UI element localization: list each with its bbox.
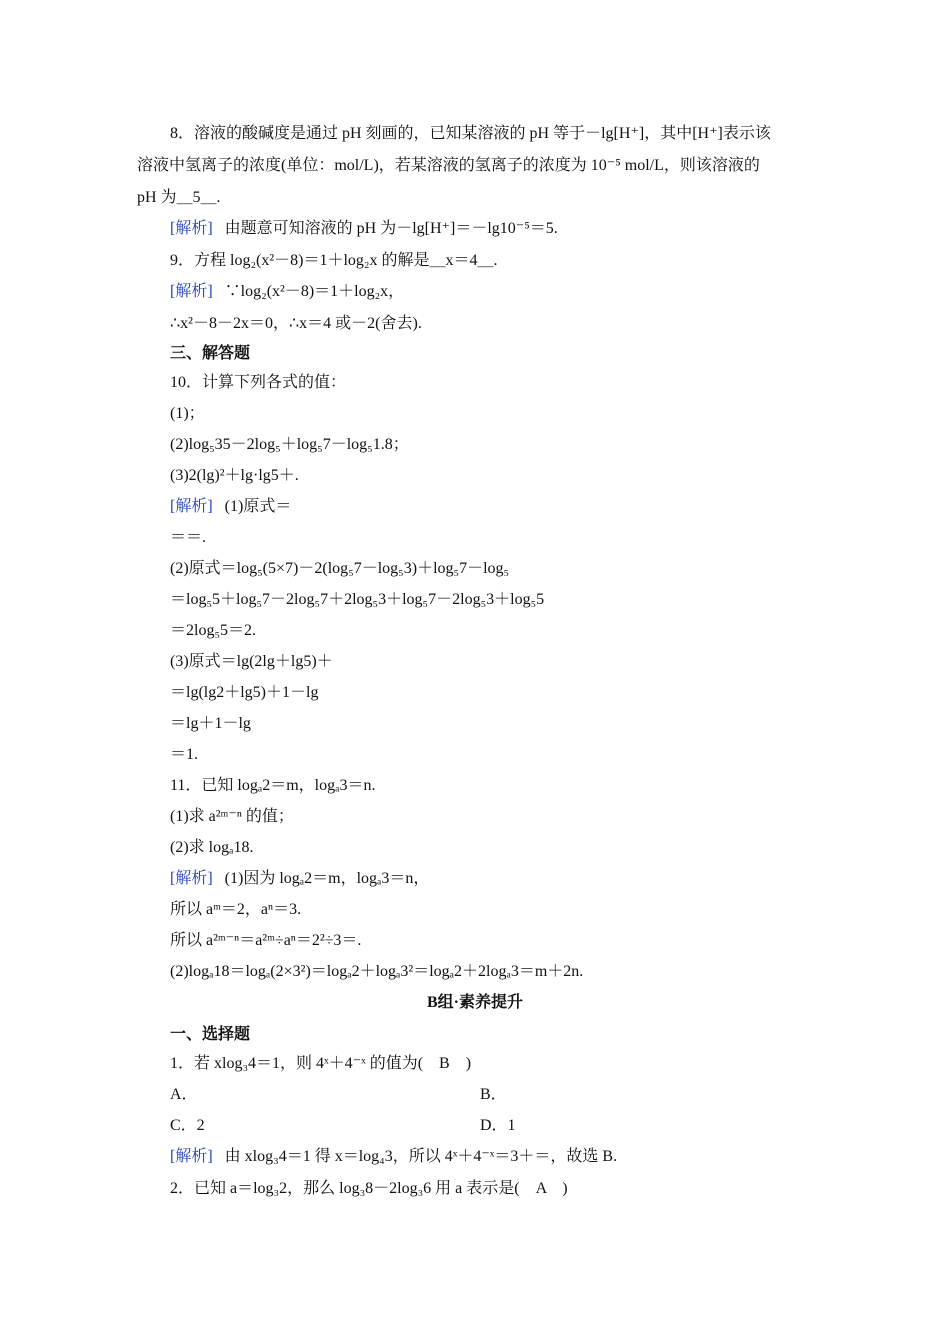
mc1-option-c: C．2 [170,1117,205,1134]
q10-analysis-line: (3)原式＝lg(2lg＋lg5)＋ [170,653,333,670]
q11-analysis-line: (2)logₐ18＝logₐ(2×3²)＝logₐ2＋logₐ3²＝logₐ2＋2logₐ3＝m＋2n. [170,963,584,980]
mc1-option-d: D．1 [480,1117,516,1134]
q10-analysis-line: ＝＝. [170,529,207,546]
q10-line: 10．计算下列各式的值： [170,374,347,391]
analysis-tag: [解析] [170,283,213,300]
q8-line1: 8．溶液的酸碱度是通过 pH 刻画的，已知某溶液的 pH 等于－lg[H⁺]，其中[H⁺]表示该 [170,125,771,142]
q10-analysis-line: ＝log₅5＋log₅7－2log₅7＋2log₅3＋log₅7－2log₅3＋log₅5 [170,591,545,608]
mc1-option-a: A． [170,1086,198,1103]
q8-line3: pH 为＿5＿. [137,189,221,206]
q10-analysis-line: ＝2log₅5＝2. [170,622,257,639]
q10-analysis-line: ＝1. [170,746,199,763]
q11-analysis-line: 所以 a²ᵐ⁻ⁿ＝a²ᵐ÷aⁿ＝2²÷3＝. [170,932,362,949]
q10-analysis-line: ＝lg＋1－lg [170,715,251,732]
q10-analysis [170,497,291,517]
q11-analysis [170,869,429,889]
section-heading: 一、选择题 [170,1026,251,1043]
analysis-tag: [解析] [170,220,213,237]
q10-part3: (3)2(lg)²＋lg·lg5＋. [170,467,299,484]
q11-analysis-line: 所以 aᵐ＝2，aⁿ＝3. [170,901,302,918]
analysis-tag: [解析] [170,870,213,887]
analysis-text: 由题意可知溶液的 pH 为－lg[H⁺]＝－lg10⁻⁵＝5. [224,220,558,237]
group-heading: B组·素养提升 [426,994,523,1011]
analysis-text: ∵log₂(x²－8)＝1＋log₂x， [224,283,405,300]
q10-analysis-line: (2)原式＝log₅(5×7)－2(log₅7－log₅3)＋log₅7－log₅ [170,560,510,577]
q11-part1: (1)求 a²ᵐ⁻ⁿ 的值； [170,808,294,825]
q9-analysis [170,282,404,302]
analysis-text: 由 xlog₃4＝1 得 x＝log₄3，所以 4ˣ＋4⁻ˣ＝3＋＝，故选 B. [224,1148,618,1165]
q11-part2: (2)求 logₐ18. [170,839,254,856]
q10-analysis-line: ＝lg(lg2＋lg5)＋1－lg [170,684,319,701]
q8-line2: 溶液中氢离子的浓度(单位：mol/L)，若某溶液的氢离子的浓度为 10⁻⁵ mol/L，则该溶液的 [137,157,760,174]
analysis-text: (1)原式＝ [224,498,292,515]
q8-analysis [170,219,558,239]
q10-part1: (1)； [170,405,205,422]
q10-part2: (2)log₅35－2log₅＋log₅7－log₅1.8； [170,436,409,453]
q11-line: 11．已知 logₐ2＝m，logₐ3＝n. [170,777,376,794]
q9-analysis-line2: ∴x²－8－2x＝0，∴x＝4 或－2(舍去). [170,315,422,332]
analysis-tag: [解析] [170,498,213,515]
mc1-question: 1．若 xlog₃4＝1，则 4ˣ＋4⁻ˣ 的值为( B ) [170,1055,472,1072]
section-heading: 三、解答题 [170,345,251,362]
mc1-analysis [170,1147,617,1167]
analysis-tag: [解析] [170,1148,213,1165]
analysis-text: (1)因为 logₐ2＝m，logₐ3＝n， [224,870,430,887]
q9-line: 9．方程 log₂(x²－8)＝1＋log₂x 的解是＿x＝4＿. [170,252,498,269]
mc2-question: 2．已知 a＝log₃2，那么 log₃8－2log₃6 用 a 表示是( A ) [170,1180,568,1197]
mc1-option-b: B． [480,1086,507,1103]
